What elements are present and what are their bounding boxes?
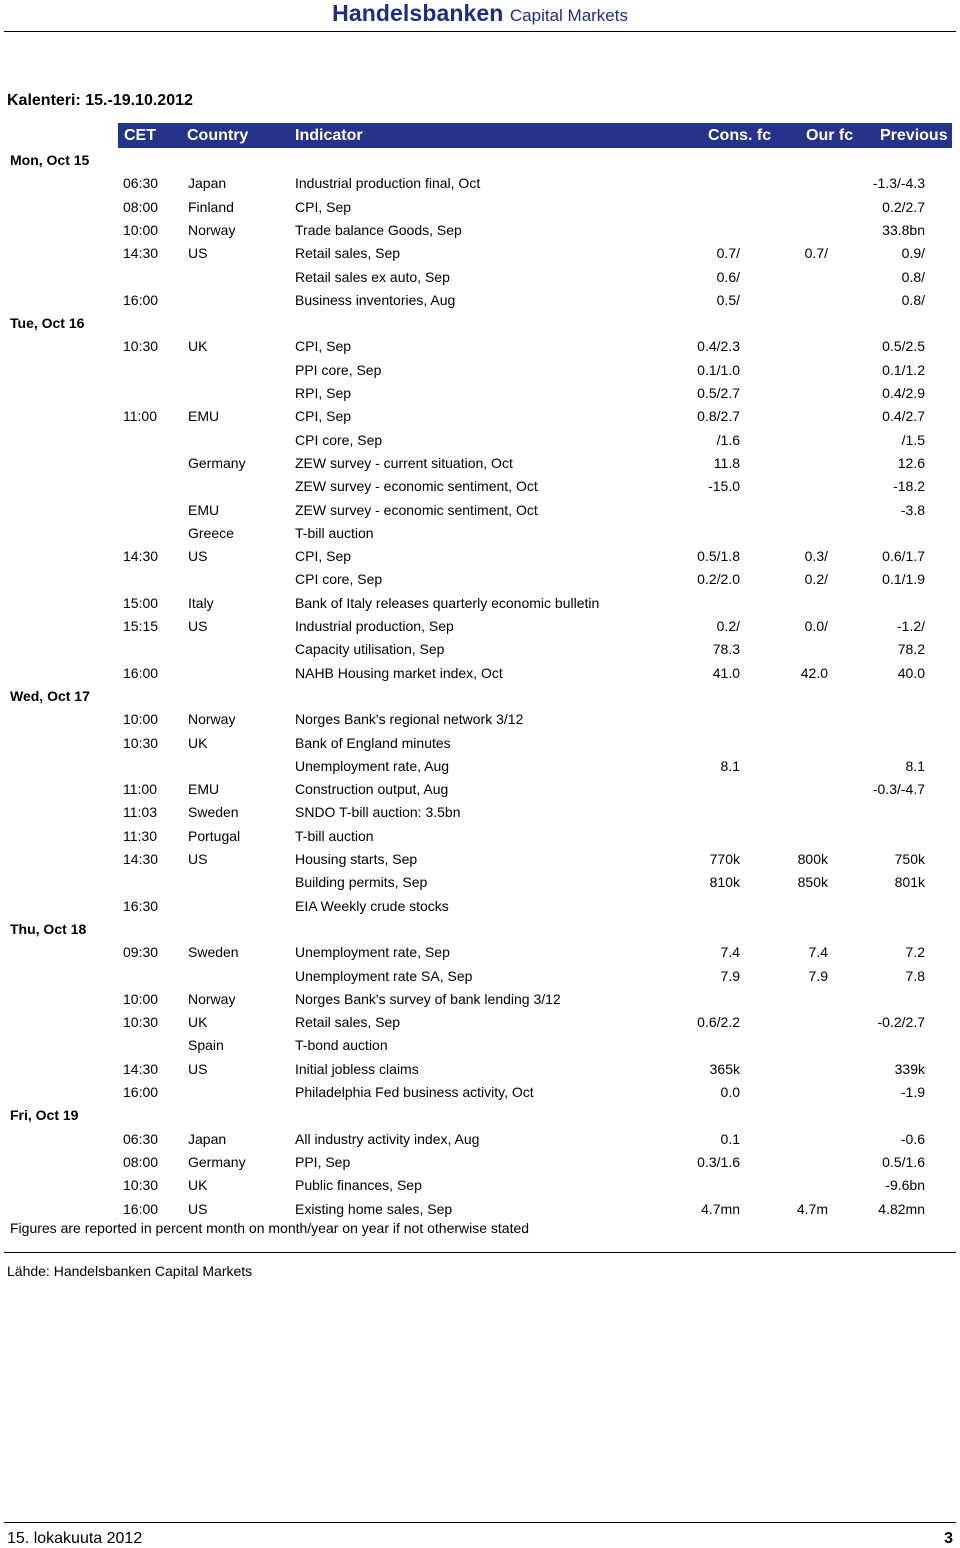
event-previous: -0.6 (900, 1130, 925, 1147)
event-country: Finland (188, 198, 234, 215)
event-indicator: Industrial production, Sep (295, 618, 454, 634)
event-consensus: 0.2/2.0 (697, 571, 740, 588)
event-row (0, 1173, 960, 1196)
event-country: Greece (188, 524, 234, 541)
event-our-forecast: 42.0 (800, 664, 828, 681)
event-time: 10:30 (123, 734, 159, 751)
event-time: 08:00 (123, 1153, 159, 1170)
event-previous: -1.9 (900, 1084, 925, 1100)
event-time: 09:30 (123, 944, 159, 961)
event-indicator: Industrial production final, Oct (295, 175, 481, 192)
event-indicator: Unemployment rate, Sep (295, 944, 450, 961)
event-previous: 750k (894, 851, 925, 867)
event-country: Japan (188, 1130, 227, 1147)
day-header-row (0, 1103, 960, 1126)
header-cet: CET (124, 127, 156, 144)
event-consensus: 0.1/1.0 (697, 361, 740, 378)
event-row (0, 358, 960, 381)
event-indicator: Housing starts, Sep (295, 851, 418, 867)
event-row (0, 265, 960, 288)
event-indicator: Retail sales ex auto, Sep (295, 268, 450, 285)
event-row (0, 288, 960, 311)
event-row (0, 218, 960, 241)
day-label: Mon, Oct 15 (10, 152, 90, 168)
event-country: Sweden (188, 804, 239, 821)
event-row (0, 1033, 960, 1056)
event-indicator: Bank of England minutes (295, 734, 451, 751)
event-consensus: 0.2/ (716, 618, 740, 634)
event-previous: 33.8bn (882, 221, 925, 238)
event-indicator: PPI, Sep (295, 1153, 351, 1170)
event-our-forecast: 7.9 (808, 967, 828, 984)
brand-logo (332, 0, 628, 30)
footer-divider (4, 1522, 956, 1523)
event-consensus: 810k (709, 874, 740, 891)
event-consensus: 0.7/ (716, 245, 740, 262)
event-country: US (188, 245, 208, 262)
event-indicator: Business inventories, Aug (295, 291, 456, 308)
event-consensus: 0.0 (720, 1084, 740, 1100)
event-indicator: Norges Bank's survey of bank lending 3/12 (295, 990, 561, 1007)
day-label: Thu, Oct 18 (10, 920, 87, 937)
event-time: 11:00 (123, 408, 157, 425)
event-country: Norway (188, 990, 236, 1007)
brand-name: Handelsbanken (332, 0, 504, 26)
event-indicator: EIA Weekly crude stocks (295, 897, 449, 914)
event-row (0, 707, 960, 730)
event-indicator: CPI, Sep (295, 338, 352, 355)
event-row (0, 661, 960, 684)
event-consensus: 78.3 (712, 641, 740, 658)
event-row (0, 544, 960, 567)
brand-suffix: Capital Markets (509, 6, 628, 25)
event-indicator: Public finances, Sep (295, 1177, 422, 1194)
event-row (0, 381, 960, 404)
event-country: US (188, 851, 208, 867)
event-indicator: Capacity utilisation, Sep (295, 641, 445, 658)
day-header-row (0, 311, 960, 334)
event-row (0, 1010, 960, 1033)
event-previous: 12.6 (897, 454, 925, 471)
event-country: US (188, 548, 208, 565)
event-indicator: Bank of Italy releases quarterly economic bulletin (295, 594, 600, 611)
event-country: Germany (188, 1153, 246, 1170)
event-row (0, 870, 960, 893)
event-indicator: NAHB Housing market index, Oct (295, 664, 503, 681)
event-previous: -3.8 (900, 501, 925, 518)
event-time: 16:00 (123, 664, 159, 681)
event-our-forecast: 800k (797, 851, 828, 867)
event-country: Italy (188, 594, 214, 611)
event-country: Spain (188, 1037, 224, 1054)
event-consensus: 7.4 (720, 944, 740, 961)
event-consensus: 0.6/ (716, 268, 740, 285)
event-previous: 40.0 (897, 664, 925, 681)
event-indicator: T-bill auction (295, 524, 374, 541)
event-consensus: 0.6/2.2 (697, 1014, 740, 1031)
header-indicator: Indicator (295, 127, 363, 144)
day-header-row (0, 684, 960, 707)
event-country: EMU (188, 501, 220, 518)
event-row (0, 404, 960, 427)
event-time: 10:00 (123, 990, 159, 1007)
event-row (0, 171, 960, 194)
event-country: Japan (188, 175, 227, 192)
event-consensus: 0.5/1.8 (697, 548, 740, 565)
event-row (0, 1197, 960, 1220)
event-row (0, 241, 960, 264)
event-row (0, 800, 960, 823)
event-time: 10:30 (123, 338, 159, 355)
event-previous: 7.8 (905, 967, 925, 984)
event-indicator: ZEW survey - current situation, Oct (295, 454, 513, 471)
event-consensus: 4.7mn (701, 1200, 740, 1217)
event-previous: 0.5/1.6 (882, 1153, 925, 1170)
event-indicator: All industry activity index, Aug (295, 1130, 480, 1147)
event-indicator: Philadelphia Fed business activity, Oct (295, 1084, 534, 1100)
footnote: Figures are reported in percent month on month/year on year if not otherwise stated (10, 1220, 530, 1236)
event-indicator: Existing home sales, Sep (295, 1200, 453, 1217)
event-time: 15:15 (123, 618, 159, 634)
event-row (0, 987, 960, 1010)
event-row (0, 847, 960, 870)
event-indicator: CPI core, Sep (295, 571, 383, 588)
event-row (0, 195, 960, 218)
table-header (118, 123, 952, 148)
event-row (0, 498, 960, 521)
event-indicator: CPI, Sep (295, 198, 352, 215)
event-previous: 0.1/1.9 (882, 571, 925, 588)
page-title: Kalenteri: 15.-19.10.2012 (7, 92, 193, 109)
header-previous: Previous (880, 127, 948, 144)
event-consensus: 365k (709, 1060, 740, 1077)
event-indicator: ZEW survey - economic sentiment, Oct (295, 501, 538, 518)
event-time: 10:30 (123, 1014, 159, 1031)
event-time: 15:00 (123, 594, 159, 611)
event-previous: 4.82mn (878, 1200, 925, 1217)
event-country: UK (188, 1177, 208, 1194)
event-row (0, 428, 960, 451)
event-our-forecast: 0.2/ (804, 571, 828, 588)
event-time: 06:30 (123, 1130, 159, 1147)
event-row (0, 451, 960, 474)
event-indicator: PPI core, Sep (295, 361, 382, 378)
event-indicator: RPI, Sep (295, 385, 352, 401)
event-previous: 0.4/2.9 (882, 385, 925, 401)
top-divider (4, 31, 956, 32)
event-indicator: Unemployment rate, Aug (295, 757, 450, 774)
event-previous: -0.3/-4.7 (872, 781, 925, 798)
event-consensus: 0.8/2.7 (697, 408, 740, 425)
event-time: 11:00 (123, 781, 157, 798)
day-label: Fri, Oct 19 (10, 1107, 79, 1124)
event-time: 14:30 (123, 1060, 159, 1077)
event-previous: 339k (894, 1060, 925, 1077)
event-time: 06:30 (123, 175, 159, 192)
header-our-fc: Our fc (806, 127, 854, 144)
event-consensus: 0.5/2.7 (697, 385, 740, 401)
event-indicator: Building permits, Sep (295, 874, 428, 891)
event-indicator: CPI core, Sep (295, 431, 383, 448)
event-row (0, 940, 960, 963)
event-our-forecast: 4.7m (796, 1200, 828, 1217)
event-row (0, 521, 960, 544)
event-country: Germany (188, 454, 246, 471)
event-previous: -1.3/-4.3 (872, 175, 925, 192)
event-previous: 0.1/1.2 (882, 361, 925, 378)
event-consensus: 0.1 (720, 1130, 740, 1147)
footnote-divider (4, 1252, 956, 1253)
event-row (0, 637, 960, 660)
event-indicator: Retail sales, Sep (295, 1014, 401, 1031)
header-cons-fc: Cons. fc (708, 127, 772, 144)
event-indicator: T-bond auction (295, 1037, 388, 1054)
event-previous: 0.6/1.7 (882, 548, 925, 565)
event-country: Sweden (188, 944, 239, 961)
event-row (0, 894, 960, 917)
event-consensus: 41.0 (712, 664, 740, 681)
event-our-forecast: 7.4 (808, 944, 828, 961)
event-previous: 0.8/ (901, 291, 925, 308)
event-indicator: ZEW survey - economic sentiment, Oct (295, 478, 538, 495)
event-time: 16:00 (123, 1200, 159, 1217)
event-previous: 0.2/2.7 (882, 198, 925, 215)
event-previous: 78.2 (897, 641, 925, 658)
event-our-forecast: 0.7/ (804, 245, 828, 262)
event-country: UK (188, 338, 208, 355)
event-indicator: Retail sales, Sep (295, 245, 401, 262)
event-time: 10:00 (123, 711, 159, 728)
event-row (0, 754, 960, 777)
event-previous: 8.1 (905, 757, 925, 774)
event-time: 16:00 (123, 1084, 159, 1100)
event-row (0, 1057, 960, 1080)
event-time: 08:00 (123, 198, 159, 215)
event-row (0, 1127, 960, 1150)
footer-date: 15. lokakuuta 2012 (7, 1530, 143, 1547)
event-previous: 0.4/2.7 (882, 408, 925, 425)
event-previous: 801k (894, 874, 925, 891)
event-row (0, 567, 960, 590)
event-previous: /1.5 (901, 431, 925, 448)
header-country: Country (187, 127, 249, 144)
event-indicator: Construction output, Aug (295, 781, 449, 798)
event-our-forecast: 0.3/ (804, 548, 828, 565)
event-previous: 7.2 (905, 944, 925, 961)
event-country: Norway (188, 221, 236, 238)
event-consensus: 0.4/2.3 (697, 338, 740, 355)
event-consensus: 0.5/ (716, 291, 740, 308)
event-indicator: T-bill auction (295, 827, 374, 844)
day-header-row (0, 917, 960, 940)
event-indicator: Trade balance Goods, Sep (295, 221, 462, 238)
event-row (0, 777, 960, 800)
event-row (0, 731, 960, 754)
event-consensus: /1.6 (716, 431, 740, 448)
event-our-forecast: 850k (797, 874, 828, 891)
event-indicator: Unemployment rate SA, Sep (295, 967, 473, 984)
event-time: 10:30 (123, 1177, 159, 1194)
event-previous: 0.8/ (901, 268, 925, 285)
event-previous: -18.2 (893, 478, 925, 495)
event-country: UK (188, 1014, 208, 1031)
day-header-row (0, 148, 960, 171)
event-consensus: 8.1 (720, 757, 740, 774)
event-time: 16:00 (123, 291, 159, 308)
event-country: US (188, 618, 208, 634)
event-row (0, 591, 960, 614)
event-country: UK (188, 734, 208, 751)
event-country: Portugal (188, 827, 241, 844)
event-indicator: CPI, Sep (295, 548, 352, 565)
event-row (0, 614, 960, 637)
event-consensus: 0.3/1.6 (697, 1153, 740, 1170)
event-previous: -9.6bn (885, 1177, 925, 1194)
event-indicator: Initial jobless claims (295, 1060, 419, 1077)
event-time: 10:00 (123, 221, 159, 238)
event-previous: -1.2/ (896, 618, 925, 634)
event-country: EMU (188, 408, 220, 425)
event-row (0, 334, 960, 357)
event-time: 11:30 (123, 827, 157, 844)
source-note: Lähde: Handelsbanken Capital Markets (7, 1263, 253, 1279)
event-indicator: Norges Bank's regional network 3/12 (295, 711, 524, 728)
event-country: EMU (188, 781, 220, 798)
day-label: Tue, Oct 16 (10, 315, 85, 332)
event-time: 16:30 (123, 897, 159, 914)
event-our-forecast: 0.0/ (804, 618, 828, 634)
event-consensus: 7.9 (720, 967, 740, 984)
event-time: 14:30 (123, 548, 159, 565)
event-time: 11:03 (123, 804, 157, 821)
event-country: Norway (188, 711, 236, 728)
event-previous: 0.5/2.5 (882, 338, 925, 355)
event-previous: -0.2/2.7 (877, 1014, 925, 1031)
event-row (0, 824, 960, 847)
event-row (0, 474, 960, 497)
event-consensus: 770k (709, 851, 740, 867)
event-indicator: SNDO T-bill auction: 3.5bn (295, 804, 461, 821)
event-indicator: CPI, Sep (295, 408, 352, 425)
event-row (0, 964, 960, 987)
event-consensus: 11.8 (713, 454, 740, 471)
event-row (0, 1150, 960, 1173)
page-number: 3 (944, 1530, 953, 1547)
day-label: Wed, Oct 17 (10, 687, 90, 704)
event-row (0, 1080, 960, 1103)
event-time: 14:30 (123, 851, 159, 867)
event-country: US (188, 1060, 208, 1077)
event-country: US (188, 1200, 208, 1217)
event-time: 14:30 (123, 245, 159, 262)
event-consensus: -15.0 (708, 478, 740, 495)
event-previous: 0.9/ (901, 245, 925, 262)
